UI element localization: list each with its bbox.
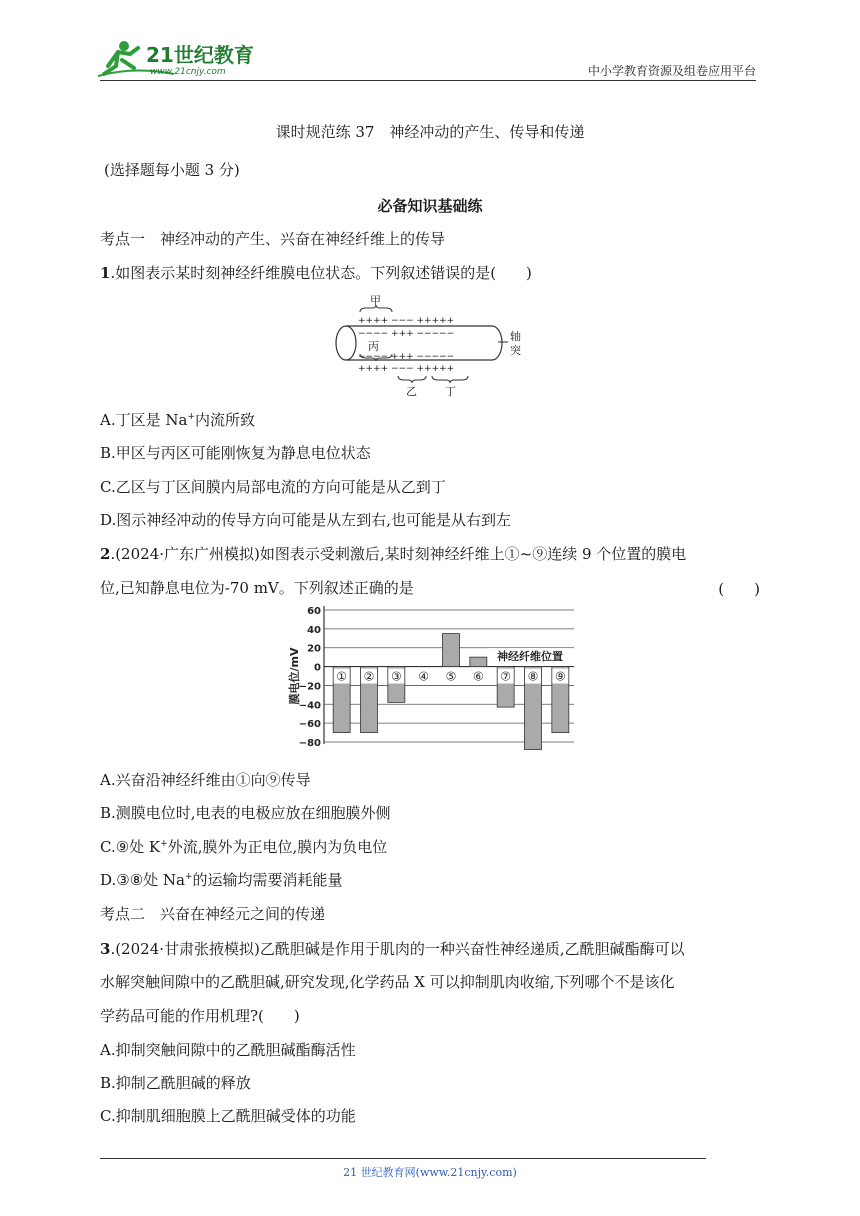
label-bing: 丙 xyxy=(368,340,379,353)
y-tick-label: −80 xyxy=(298,738,321,749)
category-label: ⑧ xyxy=(527,669,539,684)
q3-option-a: A.抑制突触间隙中的乙酰胆碱酯酶活性 xyxy=(100,1041,356,1059)
logo-url: www.21cnjy.com xyxy=(150,67,226,77)
q2-option-d: D.③⑧处 Na+的运输均需要消耗能量 xyxy=(100,871,343,889)
category-label: ② xyxy=(363,669,375,684)
y-tick-label: −60 xyxy=(298,719,321,731)
bottom-inner-charges: −−−− +++ −−−−− xyxy=(358,352,455,362)
q2-option-c: C.⑨处 K+外流,膜外为正电位,膜内为负电位 xyxy=(100,838,388,856)
footer-divider xyxy=(100,1158,706,1159)
footer-text: 21 世纪教育网(www.21cnjy.com) xyxy=(343,1166,517,1179)
q1-option-a: A.丁区是 Na+内流所致 xyxy=(100,411,255,429)
label-yi: 乙 xyxy=(406,385,417,398)
question-2-stem-line-1: 2.(2024·广东广州模拟)如图表示受刺激后,某时刻神经纤维上①~⑨连续 9 个位置的膜电 xyxy=(100,545,687,563)
y-tick-label: 0 xyxy=(314,662,321,674)
membrane-potential-chart xyxy=(284,602,580,754)
category-label: ⑥ xyxy=(472,669,484,684)
bottom-outer-charges: ++++ −−− +++++ xyxy=(358,364,455,374)
question-1-stem: 1.如图表示某时刻神经纤维膜电位状态。下列叙述错误的是( ) xyxy=(100,264,532,282)
category-label: ⑦ xyxy=(500,669,512,684)
q1-option-c: C.乙区与丁区间膜内局部电流的方向可能是从乙到丁 xyxy=(100,478,446,496)
platform-name: 中小学教育资源及组卷应用平台 xyxy=(587,64,756,78)
category-label: ⑨ xyxy=(554,669,566,684)
page-title: 课时规范练 37 神经冲动的产生、传导和传递 xyxy=(275,123,585,141)
label-jia: 甲 xyxy=(370,294,381,307)
bar-5 xyxy=(443,634,460,667)
q1-option-d: D.图示神经冲动的传导方向可能是从左到右,也可能是从右到左 xyxy=(100,511,512,529)
q3-option-c: C.抑制肌细胞膜上乙酰胆碱受体的功能 xyxy=(100,1107,356,1125)
category-label: ⑤ xyxy=(445,669,457,684)
question-3-stem-line-1: 3.(2024·甘肃张掖模拟)乙酰胆碱是作用于肌肉的一种兴奋性神经递质,乙酰胆碱酯酶可以 xyxy=(100,940,685,958)
label-axon-2: 突 xyxy=(510,344,521,357)
y-tick-label: 60 xyxy=(307,606,321,617)
label-ding: 丁 xyxy=(445,385,456,398)
q2-option-a: A.兴奋沿神经纤维由①向⑨传导 xyxy=(100,771,311,789)
nerve-fiber-diagram xyxy=(332,292,530,402)
header-divider xyxy=(100,80,756,81)
question-2-stem-line-2: 位,已知静息电位为-70 mV。下列叙述正确的是 xyxy=(100,579,414,597)
x-axis-label: 神经纤维位置 xyxy=(497,650,563,664)
q2-option-b: B.测膜电位时,电表的电极应放在细胞膜外侧 xyxy=(100,804,391,822)
category-label: ① xyxy=(336,669,348,684)
runner-head-icon xyxy=(119,41,129,51)
question-3-stem-line-3: 学药品可能的作用机理?( ) xyxy=(100,1007,300,1025)
site-logo xyxy=(94,36,264,80)
y-axis-label: 膜电位/mV xyxy=(288,647,301,705)
y-tick-label: 20 xyxy=(307,643,321,655)
answer-paren: ( ) xyxy=(718,580,760,598)
topic-heading-2: 考点二 兴奋在神经元之间的传递 xyxy=(100,905,326,923)
top-inner-charges: −−−− +++ −−−−− xyxy=(358,329,455,339)
category-label: ④ xyxy=(418,669,430,684)
topic-heading-1: 考点一 神经冲动的产生、兴奋在神经纤维上的传导 xyxy=(100,230,446,248)
question-3-stem-line-2: 水解突触间隙中的乙酰胆碱,研究发现,化学药品 X 可以抑制肌肉收缩,下列哪个不是该化 xyxy=(100,973,675,991)
score-note: (选择题每小题 3 分) xyxy=(104,161,240,179)
y-tick-label: −40 xyxy=(298,700,321,712)
category-label: ③ xyxy=(390,669,402,684)
y-tick-label: −20 xyxy=(298,681,321,693)
q3-option-b: B.抑制乙酰胆碱的释放 xyxy=(100,1074,251,1092)
top-outer-charges: ++++ −−− +++++ xyxy=(358,316,455,326)
y-tick-label: 40 xyxy=(307,624,321,636)
section-heading: 必备知识基础练 xyxy=(377,197,483,215)
logo-text: 21世纪教育 xyxy=(146,43,254,67)
q1-option-b: B.甲区与丙区可能刚恢复为静息电位状态 xyxy=(100,444,371,462)
bar-6 xyxy=(470,657,487,666)
label-axon-1: 轴 xyxy=(510,330,521,343)
